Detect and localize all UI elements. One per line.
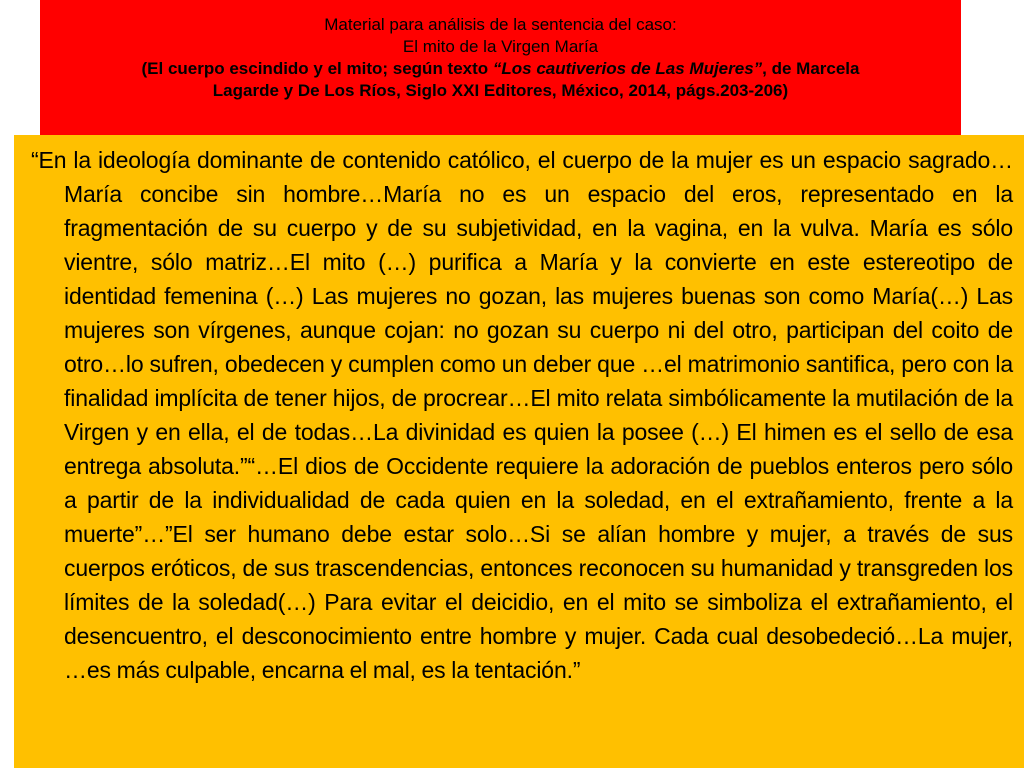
body-quote: “En la ideología dominante de contenido católico, el cuerpo de la mujer es un espacio sagrado…María concibe sin hombre…María no es un espacio del eros, representado en la fragmentación de su cuerpo y de su subjetividad, en la vagina, en la vulva. María es sólo vientre, sólo matriz…El mito (…) purifica a María y la convierte en este estereotipo de identidad femenina (…) Las mujeres no gozan, las mujeres buenas son como María(…) Las mujeres son vírgenes, aunque cojan: no gozan su cuerpo ni del otro, participan del coito de otro…lo sufren, obedecen y cumplen como un deber que …el matrimonio santifica, pero con la finalidad implícita de tener hijos, de procrear…El mito relata simbólicamente la mutilación de la Virgen y en ella, el de todas…La divinidad es quien la posee (…) El himen es el sello de esa entrega absoluta.”“…El dios de Occidente requiere la adoración de pueblos enteros pero sólo a partir de la individualidad de cada quien en la soledad, en el extrañamiento, frente a la muerte”…”El ser humano debe estar solo…Si se alían hombre y mujer, a través de sus cuerpos eróticos, de sus trascendencias, entonces reconocen su humanidad y transgreden los límites de la soledad(…) Para evitar el deicidio, en el mito se simboliza el extrañamiento, el desencuentro, el desconocimiento entre hombre y mujer. Cada cual desobedeció…La mujer, …es más culpable, encarna el mal, es la tentación.” [31, 147, 1013, 683]
book-title: “Los cautiverios de Las Mujeres” [492, 59, 763, 78]
citation-prefix: (El cuerpo escindido y el mito; según texto [141, 59, 493, 78]
header-line-1: Material para análisis de la sentencia del caso: [324, 15, 677, 34]
citation-author: , de Marcela [762, 59, 860, 78]
header-line-2: El mito de la Virgen María [402, 37, 599, 56]
slide-header [40, 14, 961, 102]
header-line-4: Lagarde y De Los Ríos, Siglo XXI Editores, México, 2014, págs.203-206) [212, 81, 789, 100]
header-citation-line [40, 58, 961, 80]
